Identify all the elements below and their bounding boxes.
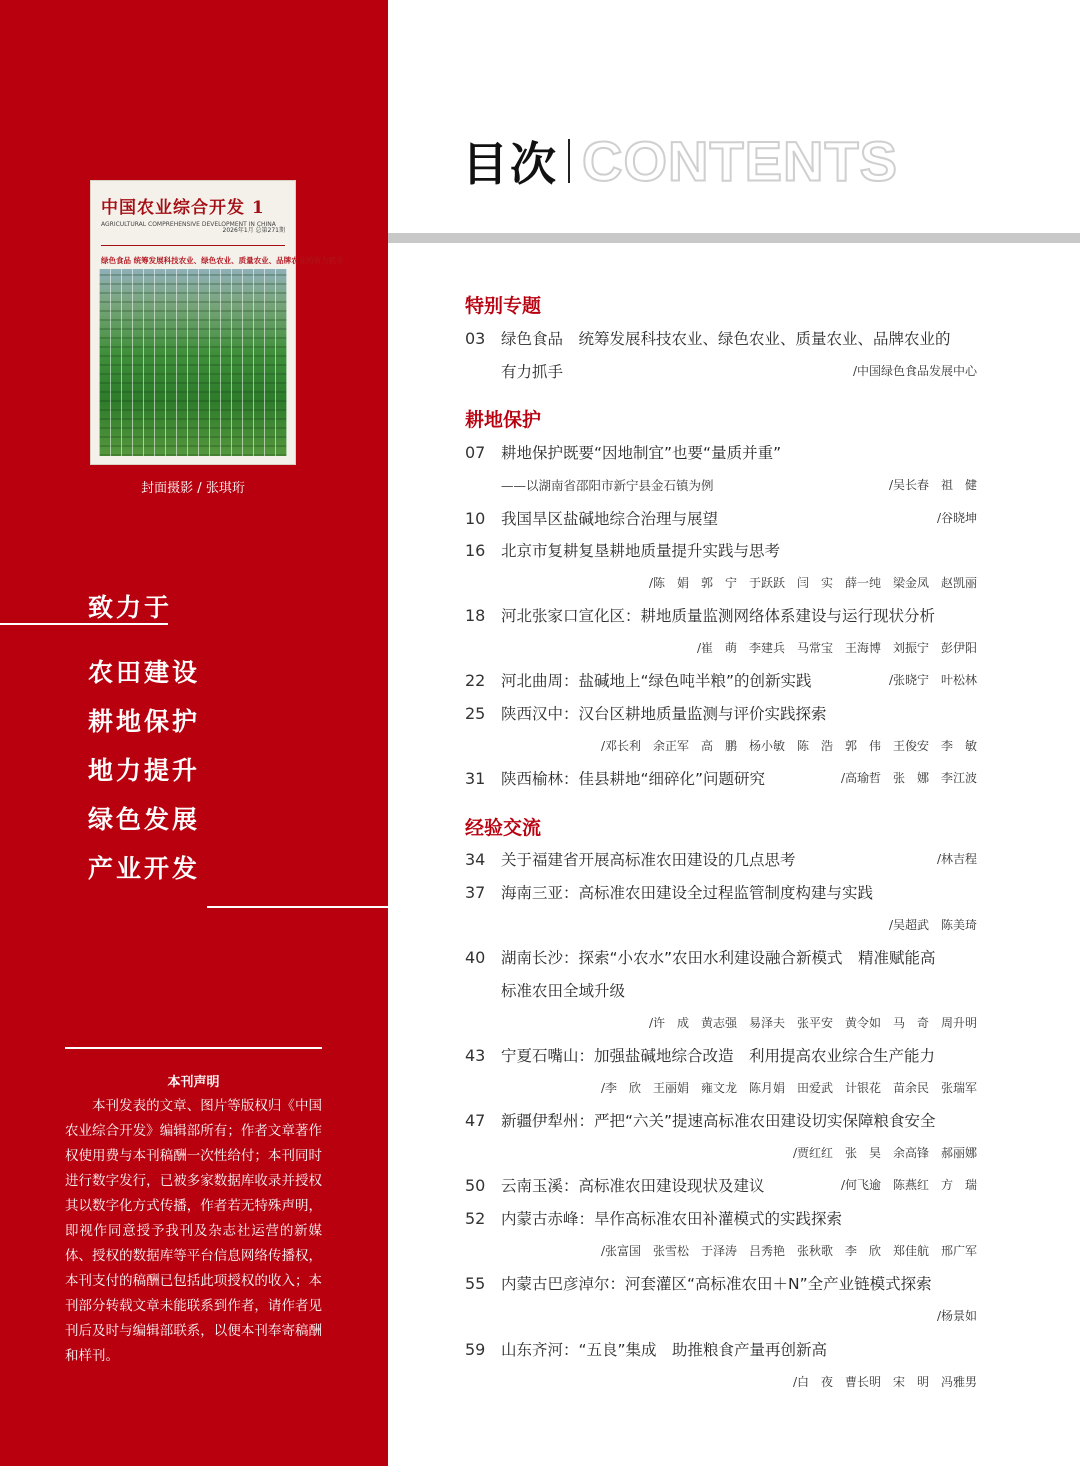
- slogan-heading: 致力于: [88, 593, 173, 622]
- slogan-item: 绿色发展: [88, 805, 201, 834]
- cover-title: 中国农业综合开发 1: [101, 198, 265, 218]
- toc-entry[interactable]: [465, 1338, 977, 1360]
- article-title-continued: 标准农田全域升级: [501, 982, 626, 1000]
- toc-entry[interactable]: [465, 848, 977, 870]
- article-title: 绿色食品 统筹发展科技农业、绿色农业、质量农业、品牌农业的: [501, 330, 951, 348]
- article-authors: /高瑜哲 张 娜 李江波: [840, 771, 977, 785]
- toc-entry[interactable]: [465, 327, 977, 349]
- section-heading: 经验交流: [465, 817, 542, 839]
- toc-entry[interactable]: [465, 1044, 977, 1066]
- article-title: 陕西榆林：佳县耕地“细碎化”问题研究: [501, 770, 766, 788]
- page-number: 34: [465, 850, 486, 869]
- slogan-list: [88, 655, 200, 900]
- toc-entry[interactable]: [465, 946, 977, 968]
- article-title: 海南三亚：高标准农田建设全过程监管制度构建与实践: [501, 884, 874, 902]
- title-cn: 目次: [462, 137, 558, 191]
- page-number: 55: [465, 1274, 486, 1293]
- toc-entry[interactable]: [465, 702, 977, 724]
- article-title: 河北曲周：盐碱地上“绿色吨半粮”的创新实践: [501, 672, 812, 690]
- toc-entry[interactable]: [465, 441, 977, 463]
- article-title: 湖南长沙：探索“小农水”农田水利建设融合新模式 精准赋能高: [501, 949, 936, 967]
- article-subtitle: ——以湖南省邵阳市新宁县金石镇为例: [501, 478, 714, 493]
- article-authors: /吴超武 陈美琦: [888, 918, 977, 932]
- cover-rule: [101, 245, 285, 246]
- article-authors: /张富国 张雪松 于泽涛 吕秀艳 张秋歌 李 欣 郑佳航 邢广军: [600, 1244, 977, 1258]
- toc-entry[interactable]: [465, 1109, 977, 1131]
- title-en: CONTENTS: [582, 129, 898, 193]
- article-authors: /吴长春 祖 健: [888, 478, 977, 492]
- article-title-continued: 有力抓手: [501, 363, 564, 381]
- toc-entry[interactable]: [465, 1272, 977, 1294]
- article-authors: /白 夜 曹长明 宋 明 冯雅男: [792, 1375, 977, 1389]
- article-title: 云南玉溪：高标准农田建设现状及建议: [501, 1177, 765, 1195]
- page-number: 18: [465, 606, 486, 625]
- article-title: 山东齐河：“五良”集成 助推粮食产量再创新高: [501, 1341, 828, 1359]
- slogan-item: 产业开发: [88, 854, 201, 883]
- page-number: 37: [465, 883, 486, 902]
- page-number: 16: [465, 541, 486, 560]
- cover-subtitle: AGRICULTURAL COMPREHENSIVE DEVELOPMENT IN CHINA: [101, 221, 276, 228]
- slogan-item: 农田建设: [88, 658, 201, 687]
- slogan-item: 地力提升: [88, 756, 201, 785]
- page-number: 52: [465, 1209, 486, 1228]
- article-title: 关于福建省开展高标准农田建设的几点思考: [501, 851, 796, 869]
- left-panel: [0, 0, 388, 1466]
- page-number: 50: [465, 1176, 486, 1195]
- notice-body: 本刊发表的文章、图片等版权归《中国农业综合开发》编辑部所有；作者文章著作权使用费与本刊稿酬一次性给付；本刊同时进行数字发行，已被多家数据库收录并授权其以数字化方式传播，作者若无特殊声明，即视作同意授予我刊及杂志社运营的新媒体、授权的数据库等平台信息网络传播权，本刊支付的稿酬已包括此项授权的收入；本刊部分转载文章未能联系到作者，请作者见刊后及时与编辑部联系，以便本刊奉寄稿酬和样刊。: [65, 1098, 322, 1364]
- article-title: 内蒙古巴彦淖尔：河套灌区“高标准农田＋N”全产业链模式探索: [501, 1275, 932, 1293]
- article-authors: /林吉程: [936, 852, 977, 866]
- toc-entry[interactable]: [465, 604, 977, 626]
- page-number: 22: [465, 671, 486, 690]
- page-number: 07: [465, 443, 486, 462]
- article-authors: /中国绿色食品发展中心: [852, 364, 977, 378]
- section-heading: 特别专题: [465, 295, 542, 317]
- cover-issue: 2026年1月 总第271期: [222, 227, 285, 234]
- divider: [0, 623, 168, 625]
- notice-title: 本刊声明: [167, 1075, 220, 1090]
- page-number: 43: [465, 1046, 486, 1065]
- article-title: 耕地保护既要“因地制宜”也要“量质并重”: [501, 444, 782, 462]
- page-title: [462, 128, 898, 193]
- toc-entry[interactable]: [465, 1207, 977, 1229]
- article-authors: /贾红红 张 昊 余高锋 郝丽娜: [792, 1146, 977, 1160]
- article-authors: /陈 娟 郭 宁 于跃跃 闫 实 薛一纯 梁金凤 赵凯丽: [648, 576, 977, 590]
- divider: [65, 1047, 322, 1049]
- article-authors: /张晓宁 叶松林: [888, 673, 977, 687]
- article-authors: /邓长利 余正军 高 鹏 杨小敏 陈 浩 郭 伟 王俊安 李 敏: [600, 739, 977, 753]
- toc-entry[interactable]: [465, 507, 977, 529]
- divider: [207, 906, 388, 908]
- page-number: 25: [465, 704, 486, 723]
- article-title: 北京市复耕复垦耕地质量提升实践与思考: [501, 542, 781, 560]
- title-separator: [568, 139, 570, 183]
- article-title: 内蒙古赤峰：旱作高标准农田补灌模式的实践探索: [501, 1210, 843, 1228]
- article-title: 宁夏石嘴山：加强盐碱地综合改造 利用提高农业综合生产能力: [501, 1047, 936, 1065]
- article-title: 新疆伊犁州：严把“六关”提速高标准农田建设切实保障粮食安全: [501, 1112, 936, 1130]
- header-bar: [388, 233, 1080, 243]
- page-number: 10: [465, 509, 486, 528]
- slogan-item: 耕地保护: [88, 707, 201, 736]
- article-title: 陕西汉中：汉台区耕地质量监测与评价实践探索: [501, 705, 827, 723]
- cover-caption: 封面摄影 / 张琪珩: [141, 481, 245, 496]
- cover-headline: 绿色食品 统筹发展科技农业、绿色农业、质量农业、品牌农业的有力抓手: [101, 256, 344, 265]
- page-number: 03: [465, 329, 486, 348]
- article-authors: /谷晓坤: [936, 511, 977, 525]
- article-title: 我国旱区盐碱地综合治理与展望: [501, 510, 719, 528]
- article-authors: /何飞逾 陈燕红 方 瑞: [840, 1178, 977, 1192]
- article-authors: /李 欣 王丽娟 雍文龙 陈月娟 田爱武 计银花 苗余民 张瑞军: [600, 1081, 977, 1095]
- section-heading: 耕地保护: [465, 409, 542, 431]
- article-authors: /杨景如: [936, 1309, 977, 1323]
- page-number: 40: [465, 948, 486, 967]
- page-number: 31: [465, 769, 486, 788]
- article-authors: /崔 萌 李建兵 马常宝 王海博 刘振宁 彭伊阳: [696, 641, 977, 655]
- article-authors: /许 成 黄志强 易泽夫 张平安 黄令如 马 奇 周升明: [648, 1016, 977, 1030]
- page-number: 47: [465, 1111, 486, 1130]
- cover-photo: [99, 269, 287, 456]
- cover-image: [90, 180, 344, 465]
- toc-entry[interactable]: [465, 539, 977, 561]
- toc-entry[interactable]: [465, 881, 977, 903]
- page-number: 59: [465, 1340, 486, 1359]
- article-title: 河北张家口宣化区：耕地质量监测网络体系建设与运行现状分析: [501, 607, 936, 625]
